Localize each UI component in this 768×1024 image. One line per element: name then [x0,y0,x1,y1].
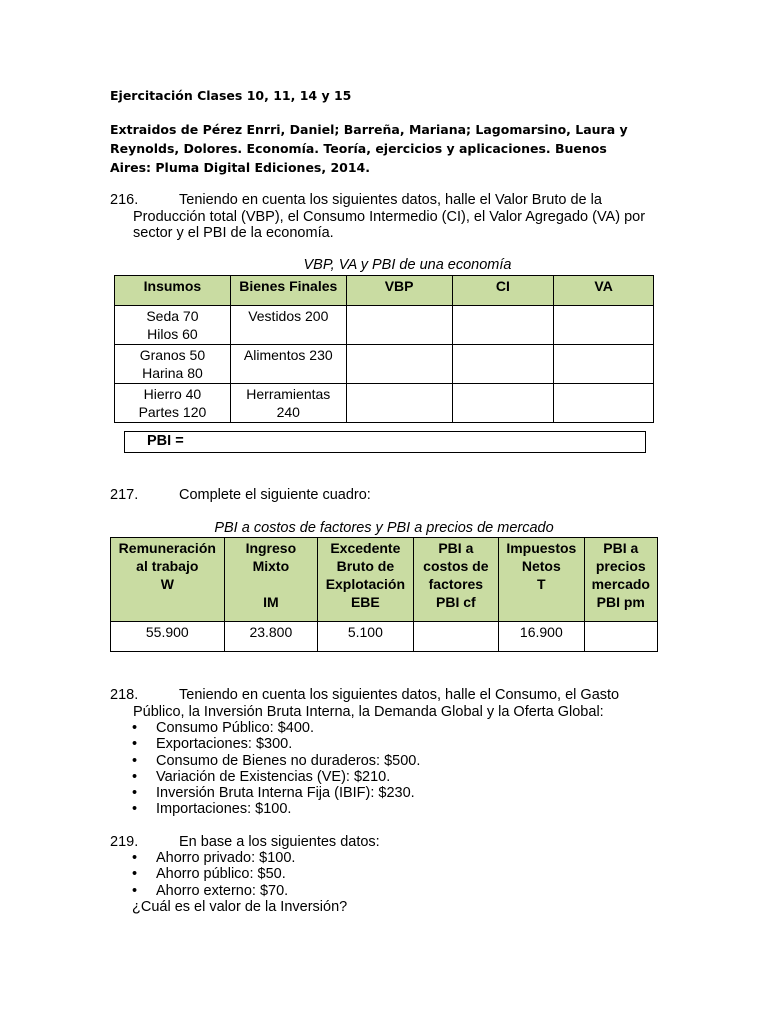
cell-value: 5.100 [318,622,414,652]
col-header: Impuestos Netos T [499,538,584,622]
ex219-question: ¿Cuál es el valor de la Inversión? [132,899,348,915]
exercise-text: Teniendo en cuenta los siguientes datos, halle el Valor Bruto de la Producción total (VBP), el Consumo Intermedio (CI), el Valor Agregado (VA) por sector y el PBI de la economía. [133,192,646,241]
exercise-number: 219. [110,834,139,850]
col-header: Insumos [115,276,231,306]
cell-value: 16.900 [499,622,584,652]
exercise-number: 218. [110,687,139,703]
vbp-table [114,275,654,423]
pbi-table [110,537,658,652]
cell-text: Seda 70 [146,308,199,324]
list-item: • Ahorro externo: $70. [132,883,295,899]
list-item: • Exportaciones: $300. [132,736,420,752]
exercise-217 [110,487,658,504]
col-header: Remuneración al trabajo W [111,538,225,622]
cell-text: Hilos 60 [147,326,198,342]
table-caption: PBI a costos de factores y PBI a precios de mercado [214,520,554,536]
table-row [115,345,654,384]
col-header: CI [452,276,554,306]
cell-text: Vestidos 200 [248,308,329,324]
cell-text: 240 [276,404,300,420]
list-item: • Variación de Existencias (VE): $210. [132,769,420,785]
cell-text: Hierro 40 [143,386,202,402]
list-item: • Ahorro privado: $100. [132,850,295,866]
cell-value [584,622,657,652]
ex219-list [132,850,295,899]
ex218-list [132,720,420,818]
list-item: • Ahorro público: $50. [132,866,295,882]
cell-text: Harina 80 [142,365,203,381]
exercise-number: 216. [110,192,139,208]
col-header: VBP [346,276,452,306]
exercise-text: Teniendo en cuenta los siguientes datos, halle el Consumo, el Gasto Público, la Inversión Bruta Interna, la Demanda Global y la Oferta Global: [133,687,620,720]
col-header: Excedente Bruto de Explotación EBE [318,538,414,622]
table-caption: VBP, VA y PBI de una economía [303,257,512,273]
table-row [115,306,654,345]
cell-text: Alimentos 230 [243,347,333,363]
exercise-218 [110,687,658,720]
cell-text: Herramientas [246,386,331,402]
exercise-216 [110,192,658,242]
exercise-number: 217. [110,487,139,503]
source-reference: Extraidos de Pérez Enrri, Daniel; Barreña, Mariana; Lagomarsino, Laura y Reynolds, Dolores. Economía. Teoría, ejercicios y aplicaciones. Buenos Aires: Pluma Digital Ediciones, 2014. [110,122,628,175]
list-item: • Inversión Bruta Interna Fija (IBIF): $230. [132,785,420,801]
exercise-text: En base a los siguientes datos: [179,834,380,850]
cell-text: Partes 120 [138,404,207,420]
cell-value: 23.800 [224,622,318,652]
document-title: Ejercitación Clases 10, 11, 14 y 15 [110,88,352,103]
cell-value: 55.900 [111,622,225,652]
pbi-box [124,431,646,453]
list-item: • Consumo Público: $400. [132,720,420,736]
col-header: Ingreso Mixto IM [224,538,318,622]
col-header: VA [554,276,654,306]
table-row [111,622,658,652]
cell-text: Granos 50 [139,347,206,363]
exercise-text: Complete el siguiente cuadro: [179,487,371,503]
exercise-219 [110,834,658,851]
col-header: PBI a precios mercado PBI pm [584,538,657,622]
pbi-label: PBI = [147,433,184,449]
list-item: • Importaciones: $100. [132,801,420,817]
table-row [115,384,654,423]
col-header: PBI a costos de factores PBI cf [413,538,498,622]
col-header: Bienes Finales [230,276,346,306]
cell-value [413,622,498,652]
list-item: • Consumo de Bienes no duraderos: $500. [132,753,420,769]
